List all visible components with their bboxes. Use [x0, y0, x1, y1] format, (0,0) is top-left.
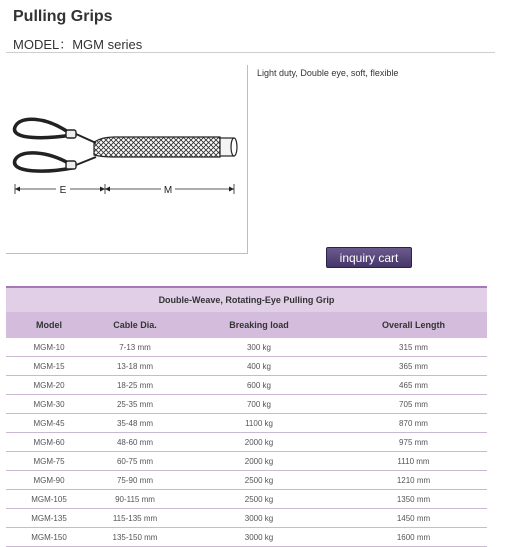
cell-model: MGM-90 — [6, 471, 92, 490]
table-row — [6, 528, 487, 547]
cell-breaking-load: 1100 kg — [178, 414, 340, 433]
table-row — [6, 490, 487, 509]
table-row — [6, 338, 487, 357]
inquiry-cart-button[interactable]: inquiry cart — [326, 247, 412, 268]
spec-table — [6, 286, 487, 547]
product-image-frame — [6, 65, 248, 254]
header-overall-length: Overall Length — [340, 312, 487, 338]
cell-overall-length: 1210 mm — [340, 471, 487, 490]
cell-breaking-load: 2500 kg — [178, 471, 340, 490]
page-title: Pulling Grips — [13, 8, 113, 25]
product-description: Light duty, Double eye, soft, flexible — [257, 68, 399, 78]
woven-mesh — [94, 137, 220, 157]
table-row — [6, 509, 487, 528]
table-row — [6, 471, 487, 490]
cell-overall-length: 975 mm — [340, 433, 487, 452]
cell-breaking-load: 400 kg — [178, 357, 340, 376]
lower-sleeve — [66, 161, 76, 169]
cell-cable-dia: 75-90 mm — [92, 471, 178, 490]
cell-model: MGM-10 — [6, 338, 92, 357]
cell-cable-dia: 18-25 mm — [92, 376, 178, 395]
cell-breaking-load: 2000 kg — [178, 452, 340, 471]
cell-overall-length: 870 mm — [340, 414, 487, 433]
cell-overall-length: 1350 mm — [340, 490, 487, 509]
cell-breaking-load: 2000 kg — [178, 433, 340, 452]
dimension-label-m: M — [163, 185, 173, 196]
cell-model: MGM-105 — [6, 490, 92, 509]
cell-overall-length: 1110 mm — [340, 452, 487, 471]
cell-cable-dia: 48-60 mm — [92, 433, 178, 452]
cell-model: MGM-20 — [6, 376, 92, 395]
table-body — [6, 338, 487, 547]
cell-cable-dia: 35-48 mm — [92, 414, 178, 433]
table-row — [6, 376, 487, 395]
cell-overall-length: 1600 mm — [340, 528, 487, 547]
cell-cable-dia: 13-18 mm — [92, 357, 178, 376]
cell-model: MGM-60 — [6, 433, 92, 452]
header-cable-dia: Cable Dia. — [92, 312, 178, 338]
cell-breaking-load: 3000 kg — [178, 509, 340, 528]
cell-overall-length: 1450 mm — [340, 509, 487, 528]
cell-model: MGM-135 — [6, 509, 92, 528]
model-label: MODEL：MGM series — [13, 37, 143, 52]
cell-breaking-load: 300 kg — [178, 338, 340, 357]
cell-cable-dia: 60-75 mm — [92, 452, 178, 471]
table-row — [6, 433, 487, 452]
cell-model: MGM-150 — [6, 528, 92, 547]
table-caption-row — [6, 287, 487, 312]
cell-breaking-load: 700 kg — [178, 395, 340, 414]
table-header-row — [6, 312, 487, 338]
header-model: Model — [6, 312, 92, 338]
cell-overall-length: 465 mm — [340, 376, 487, 395]
cell-overall-length: 705 mm — [340, 395, 487, 414]
upper-sleeve — [66, 130, 76, 138]
cell-breaking-load: 2500 kg — [178, 490, 340, 509]
cell-cable-dia: 25-35 mm — [92, 395, 178, 414]
upper-eye-loop — [15, 119, 72, 137]
cell-breaking-load: 3000 kg — [178, 528, 340, 547]
cell-cable-dia: 90-115 mm — [92, 490, 178, 509]
cell-breaking-load: 600 kg — [178, 376, 340, 395]
cell-cable-dia: 135-150 mm — [92, 528, 178, 547]
pulling-grip-illustration — [6, 65, 247, 253]
cell-model: MGM-15 — [6, 357, 92, 376]
cell-cable-dia: 115-135 mm — [92, 509, 178, 528]
header-breaking-load: Breaking load — [178, 312, 340, 338]
table-row — [6, 452, 487, 471]
lower-eye-loop — [15, 153, 72, 171]
cell-model: MGM-45 — [6, 414, 92, 433]
cell-model: MGM-30 — [6, 395, 92, 414]
cell-model: MGM-75 — [6, 452, 92, 471]
table-row — [6, 357, 487, 376]
table-row — [6, 395, 487, 414]
cell-cable-dia: 7-13 mm — [92, 338, 178, 357]
cell-overall-length: 315 mm — [340, 338, 487, 357]
dimension-label-e: E — [59, 185, 67, 196]
table-caption: Double-Weave, Rotating-Eye Pulling Grip — [6, 287, 487, 312]
title-divider — [6, 52, 495, 53]
cell-overall-length: 365 mm — [340, 357, 487, 376]
table-row — [6, 414, 487, 433]
